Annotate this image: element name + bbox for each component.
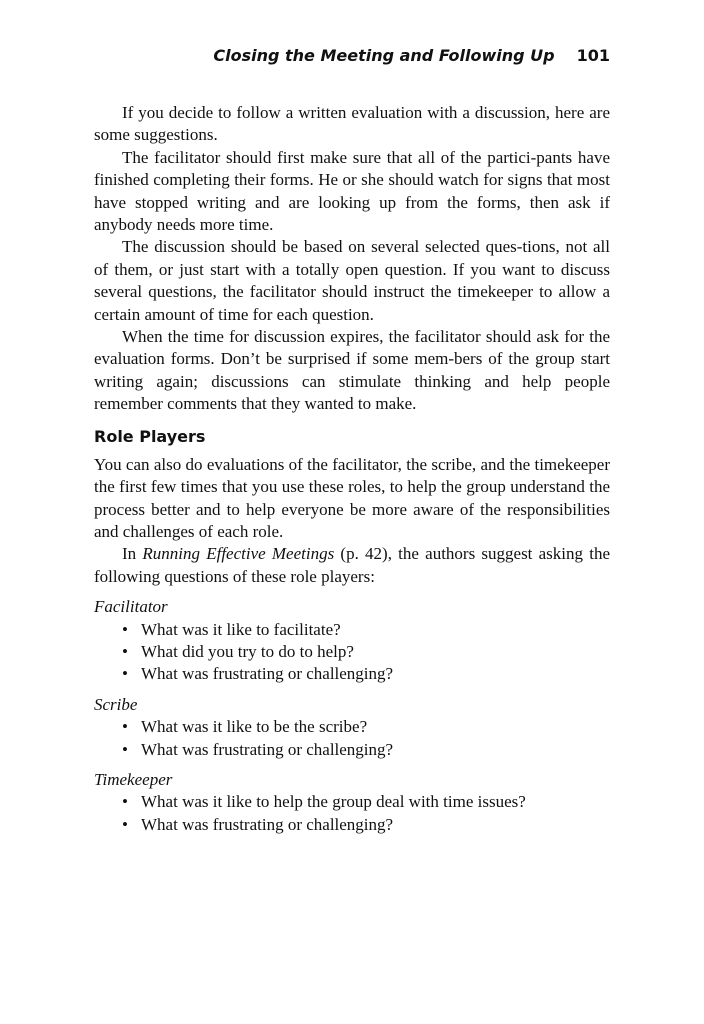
list-item: • What did you try to do to help? <box>122 641 610 663</box>
paragraph-reference <box>94 543 610 588</box>
bullet-icon: • <box>122 619 128 639</box>
list-item: • What was frustrating or challenging? <box>122 814 610 836</box>
page-body <box>94 102 610 836</box>
section-heading-role-players: Role Players <box>94 426 206 446</box>
question-list-scribe <box>94 716 610 761</box>
bullet-icon: • <box>122 814 128 834</box>
paragraph-discussion-intro: If you decide to follow a written evaluation with a discussion, here are some suggestions. <box>94 103 610 145</box>
bullet-icon: • <box>122 664 128 684</box>
reference-prefix: In <box>122 544 143 564</box>
role-heading-timekeeper: Timekeeper <box>94 769 173 789</box>
list-item: • What was frustrating or challenging? <box>122 739 610 761</box>
paragraph-facilitator-check: The facilitator should first make sure that all of the partici-pants have finished completing their forms. He or she should watch for signs that most have stopped writing and are looking up from the forms, then ask if anybody needs more time. <box>94 147 610 235</box>
bullet-icon: • <box>122 792 128 812</box>
page-header <box>0 45 610 67</box>
question-list-facilitator <box>94 619 610 686</box>
role-heading-scribe: Scribe <box>94 694 138 714</box>
running-title: Closing the Meeting and Following Up <box>213 46 555 65</box>
paragraph-time-expires: When the time for discussion expires, the facilitator should ask for the evaluation forms. Don’t be surprised if some mem-bers of the group start writing again; discussions can stimulate thinking and help people remember comments that they wanted to make. <box>94 327 610 414</box>
role-heading-facilitator: Facilitator <box>94 597 168 617</box>
list-item: • What was it like to be the scribe? <box>122 716 610 738</box>
question-list-timekeeper <box>94 791 610 836</box>
bullet-icon: • <box>122 739 128 759</box>
bullet-icon: • <box>122 717 128 737</box>
list-item: • What was frustrating or challenging? <box>122 663 610 685</box>
reference-book-title: Running Effective Meetings <box>142 544 335 564</box>
list-item: • What was it like to facilitate? <box>122 619 610 641</box>
bullet-icon: • <box>122 641 128 661</box>
paragraph-selected-questions: The discussion should be based on several selected ques-tions, not all of them, or just start with a totally open question. If you want to discuss several questions, the facilitator should instruct the timekeeper to allow a certain amount of time for each question. <box>94 237 610 324</box>
page-number: 101 <box>576 46 610 65</box>
paragraph-role-evaluations: You can also do evaluations of the facilitator, the scribe, and the timekeeper the first few times that you use these roles, to help the group understand the process better and to help everyone be more aware of the responsibilities and challenges of each role. <box>94 454 610 541</box>
list-item: • What was it like to help the group deal with time issues? <box>122 791 610 813</box>
reference-suffix: (p. 42), the authors suggest asking the following questions of these role players: <box>94 544 610 586</box>
